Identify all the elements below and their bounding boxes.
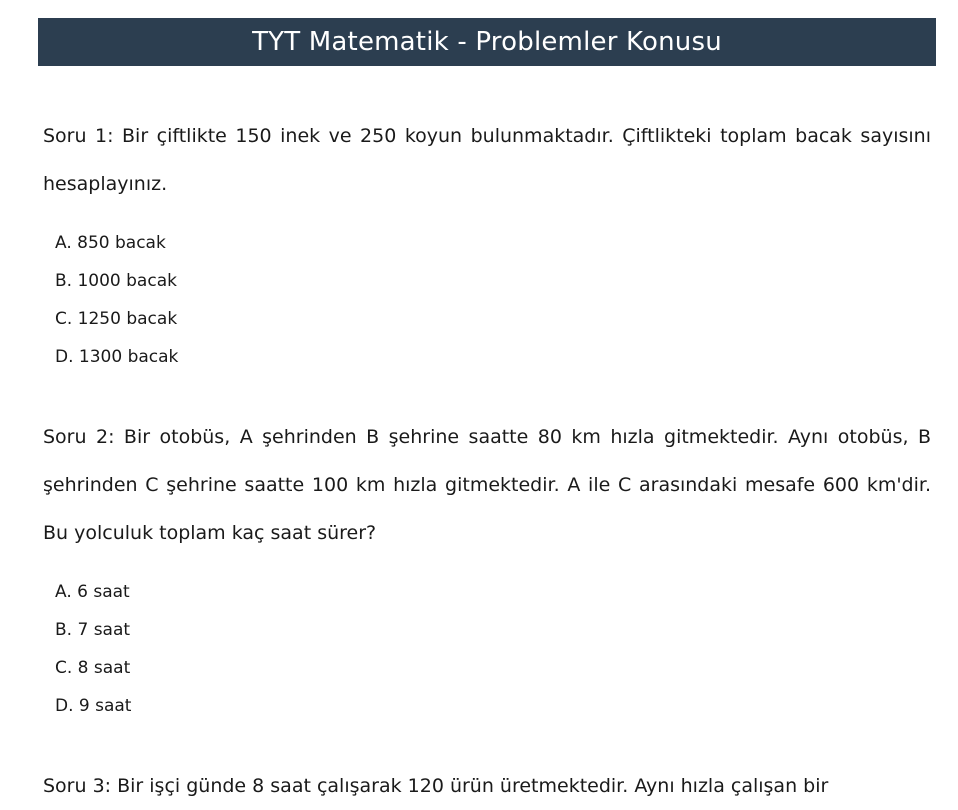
answer-option[interactable]: B. 7 saat [55, 620, 131, 640]
question-text: Soru 3: Bir işçi günde 8 saat çalışarak 120 ürün üretmektedir. Aynı hızla çalışan bir [43, 775, 829, 797]
page-title: TYT Matematik - Problemler Konusu [252, 27, 722, 57]
document-page [38, 18, 936, 810]
question-text: Soru 1: Bir çiftlikte 150 inek ve 250 koyun bulunmaktadır. Çiftlikteki toplam bacak sayısını hesaplayınız. [43, 125, 931, 195]
answer-option[interactable]: D. 9 saat [55, 696, 132, 716]
answer-option[interactable]: C. 1250 bacak [55, 309, 178, 329]
questions-container [38, 112, 936, 810]
answer-option[interactable]: C. 8 saat [55, 658, 131, 678]
question-block-1 [43, 112, 931, 376]
answer-option[interactable]: A. 850 bacak [55, 233, 166, 253]
answer-options [43, 224, 931, 376]
answer-option[interactable]: A. 6 saat [55, 582, 130, 602]
question-text: Soru 2: Bir otobüs, A şehrinden B şehrine saatte 80 km hızla gitmektedir. Aynı otobüs, B şehrinden C şehrine saatte 100 km hızla gitmektedir. A ile C arasındaki mesafe 600 km'dir. Bu yolculuk toplam kaç saat sürer? [43, 426, 931, 544]
answer-option[interactable]: D. 1300 bacak [55, 347, 179, 367]
page-header [38, 18, 936, 66]
question-block-2 [43, 413, 931, 725]
answer-options [43, 573, 931, 725]
answer-option[interactable]: B. 1000 bacak [55, 271, 177, 291]
